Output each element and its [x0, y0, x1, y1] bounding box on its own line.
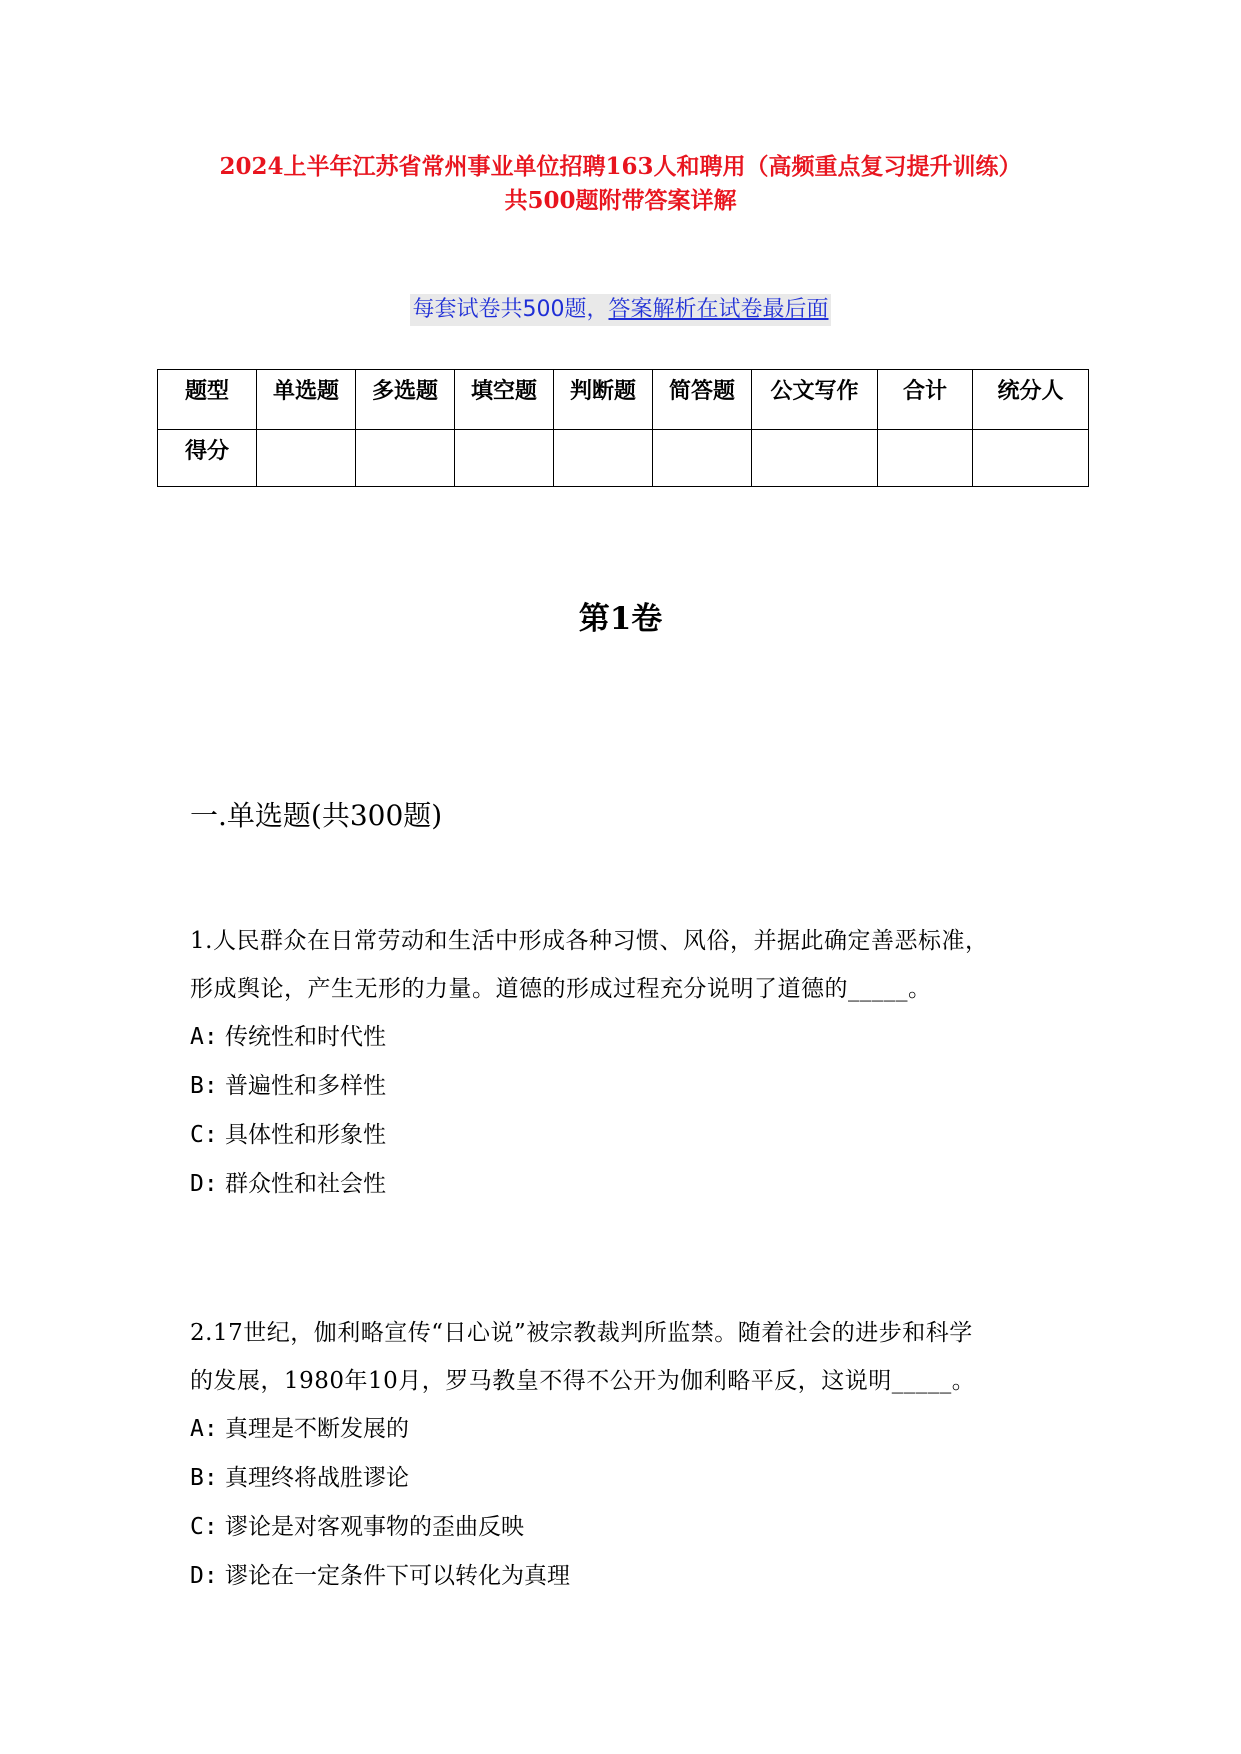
- option-c[interactable]: [190, 1503, 1070, 1552]
- subtitle-container: [0, 294, 1241, 326]
- score-cell[interactable]: [878, 430, 973, 487]
- score-table-header-row: [158, 370, 1089, 430]
- score-cell[interactable]: [554, 430, 653, 487]
- option-letter: A:: [190, 1024, 218, 1050]
- header-cell-true-false: 判断题: [554, 370, 653, 430]
- question-stem-line: 形成舆论，产生无形的力量。道德的形成过程充分说明了道德的_____。: [190, 976, 932, 1002]
- header-cell-short-answer: 简答题: [653, 370, 752, 430]
- document-title-line2: 共500题附带答案详解: [504, 187, 737, 214]
- question-1: [190, 917, 1070, 1209]
- subtitle-link[interactable]: 答案解析在试卷最后面: [608, 297, 829, 322]
- score-table: [157, 369, 1089, 487]
- score-table-score-row: [158, 430, 1089, 487]
- header-cell-multi-choice: 多选题: [356, 370, 455, 430]
- option-letter: B:: [190, 1073, 218, 1099]
- header-cell-official-writing: 公文写作: [752, 370, 878, 430]
- option-letter: D:: [190, 1563, 218, 1589]
- header-cell-total: 合计: [878, 370, 973, 430]
- option-text: 谬论在一定条件下可以转化为真理: [225, 1563, 571, 1589]
- score-cell[interactable]: [653, 430, 752, 487]
- row-label-score: 得分: [158, 430, 257, 487]
- option-d[interactable]: [190, 1160, 1070, 1209]
- volume-title: 第1卷: [578, 601, 663, 637]
- option-letter: D:: [190, 1171, 218, 1197]
- question-stem-line: 1.人民群众在日常劳动和生活中形成各种习惯、风俗，并据此确定善恶标准，: [190, 928, 989, 954]
- subtitle: [410, 294, 830, 326]
- option-d[interactable]: [190, 1552, 1070, 1601]
- option-text: 真理终将战胜谬论: [225, 1465, 410, 1491]
- score-cell[interactable]: [257, 430, 356, 487]
- option-b[interactable]: [190, 1062, 1070, 1111]
- option-b[interactable]: [190, 1454, 1070, 1503]
- option-text: 普遍性和多样性: [225, 1073, 387, 1099]
- option-letter: A:: [190, 1416, 218, 1442]
- option-text: 传统性和时代性: [225, 1024, 387, 1050]
- header-cell-single-choice: 单选题: [257, 370, 356, 430]
- document-title-line1: 2024上半年江苏省常州事业单位招聘163人和聘用（高频重点复习提升训练）: [219, 153, 1022, 180]
- option-text: 具体性和形象性: [225, 1122, 387, 1148]
- option-a[interactable]: [190, 1405, 1070, 1454]
- option-text: 谬论是对客观事物的歪曲反映: [225, 1514, 525, 1540]
- option-c[interactable]: [190, 1111, 1070, 1160]
- option-letter: B:: [190, 1465, 218, 1491]
- option-text: 群众性和社会性: [225, 1171, 387, 1197]
- option-letter: C:: [190, 1122, 218, 1148]
- score-cell[interactable]: [356, 430, 455, 487]
- option-letter: C:: [190, 1514, 218, 1540]
- subtitle-plain: 每套试卷共500题，: [412, 297, 609, 322]
- header-cell-type: 题型: [158, 370, 257, 430]
- header-cell-scorer: 统分人: [973, 370, 1089, 430]
- option-text: 真理是不断发展的: [225, 1416, 410, 1442]
- question-stem-line: 2.17世纪，伽利略宣传“日心说”被宗教裁判所监禁。随着社会的进步和科学: [190, 1320, 973, 1346]
- score-cell[interactable]: [973, 430, 1089, 487]
- score-cell[interactable]: [752, 430, 878, 487]
- section-title: 一.单选题(共300题): [190, 799, 443, 832]
- option-a[interactable]: [190, 1013, 1070, 1062]
- question-stem-line: 的发展，1980年10月，罗马教皇不得不公开为伽利略平反，这说明_____。: [190, 1368, 976, 1394]
- header-cell-fill-blank: 填空题: [455, 370, 554, 430]
- question-2: [190, 1309, 1070, 1601]
- score-cell[interactable]: [455, 430, 554, 487]
